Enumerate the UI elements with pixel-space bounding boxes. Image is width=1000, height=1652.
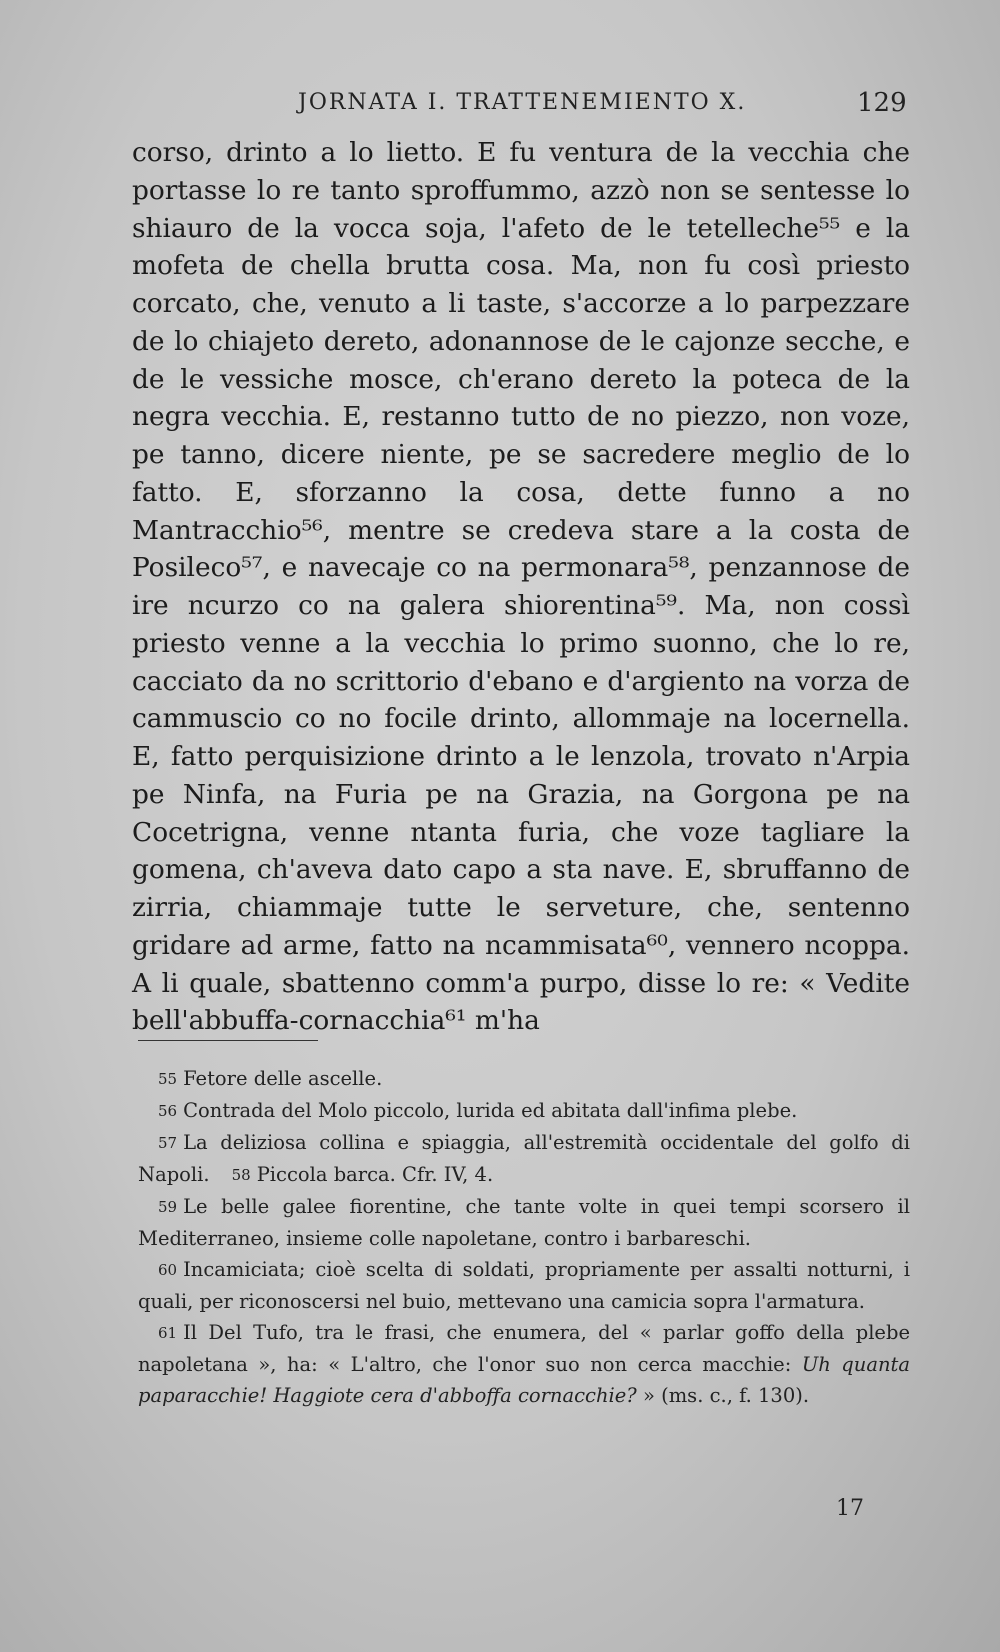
footnote-60 [138,1254,910,1317]
footnote-number: 61 [158,1324,178,1342]
footnote-57-58 [138,1127,910,1191]
footnote-number: 57 [158,1134,178,1152]
footnote-text: Il Del Tufo, tra le frasi, che enumera, del « parlar goffo della plebe napoletana », ha: « L'altro, che l'onor suo non cerca macchie: [138,1321,910,1376]
footnote-quote: Uh quanta paparacchie! Haggiote cera d'abboffa cornacchie? [138,1353,910,1407]
footnote-text: Contrada del Molo piccolo, lurida ed abitata dall'infima plebe. [183,1099,798,1122]
footnote-61 [138,1317,910,1411]
footnote-text: Le belle galee fiorentine, che tante volte in quei tempi scorsero il Mediterraneo, insieme colle napoletane, contro i barbareschi. [138,1195,910,1250]
footnote-divider [138,1040,318,1041]
footnote-55 [138,1063,910,1095]
running-head: JORNATA I. TRATTENEMIENTO X. [298,90,747,115]
footnote-number: 58 [231,1166,251,1184]
footnote-number: 60 [158,1261,178,1279]
signature-mark: 17 [836,1496,864,1521]
footnote-text: La deliziosa collina e spiaggia, all'estremità occidentale del golfo di Napoli. [138,1131,910,1186]
footnotes [138,1063,910,1411]
footnote-number: 59 [158,1198,178,1216]
page-header [0,84,1000,124]
footnote-text: Fetore delle ascelle. [183,1067,383,1090]
footnote-text: Incamiciata; cioè scelta di soldati, propriamente per assalti notturni, i quali, per riconoscersi nel buio, mettevano una camicia sopra l'armatura. [138,1258,910,1313]
footnote-text: » (ms. c., f. 130). [642,1384,810,1407]
page-number: 129 [857,88,907,118]
footnote-number: 55 [158,1070,178,1088]
footnote-number: 56 [158,1102,178,1120]
footnote-text: Piccola barca. Cfr. IV, 4. [256,1163,494,1186]
footnote-59 [138,1191,910,1254]
main-paragraph: corso, drinto a lo lietto. E fu ventura de la vecchia che portasse lo re tanto sproffummo, azzò non se sentesse lo shiauro de la vocca soja, l'afeto de le tetelleche⁵⁵ e la mofeta de chella brutta cosa. Ma, non fu così priesto corcato, che, venuto a li taste, s'accorze a lo parpezzare de lo chiajeto dereto, adonannose de le cajonze secche, e de le vessiche mosce, ch'erano dereto la poteca de la negra vecchia. E, restanno tutto de no piezzo, non voze, pe tanno, dicere niente, pe se sacredere meglio de lo fatto. E, sforzanno la cosa, dette funno a no Mantracchio⁵⁶, mentre se credeva stare a la costa de Posileco⁵⁷, e navecaje co na permonara⁵⁸, penzannose de ire ncurzo co na galera shiorentina⁵⁹. Ma, non cossì priesto venne a la vecchia lo primo suonno, che lo re, cacciato da no scrittorio d'ebano e d'argiento na vorza de cammuscio co no focile drinto, allommaje na locernella. E, fatto perquisizione drinto a le lenzola, trovato n'Arpia pe Ninfa, na Furia pe na Grazia, na Gorgona pe na Cocetrigna, venne ntanta furia, che voze tagliare la gomena, ch'aveva dato capo a sta nave. E, sbruffanno de zirria, chiammaje tutte le serveture, che, sentenno gridare ad arme, fatto na ncammisata⁶⁰, vennero ncoppa. A li quale, sbattenno comm'a purpo, disse lo re: « Vedite bell'abbuffa-cornacchia⁶¹ m'ha [132,137,910,1037]
main-text [132,134,910,1040]
footnote-56 [138,1095,910,1127]
